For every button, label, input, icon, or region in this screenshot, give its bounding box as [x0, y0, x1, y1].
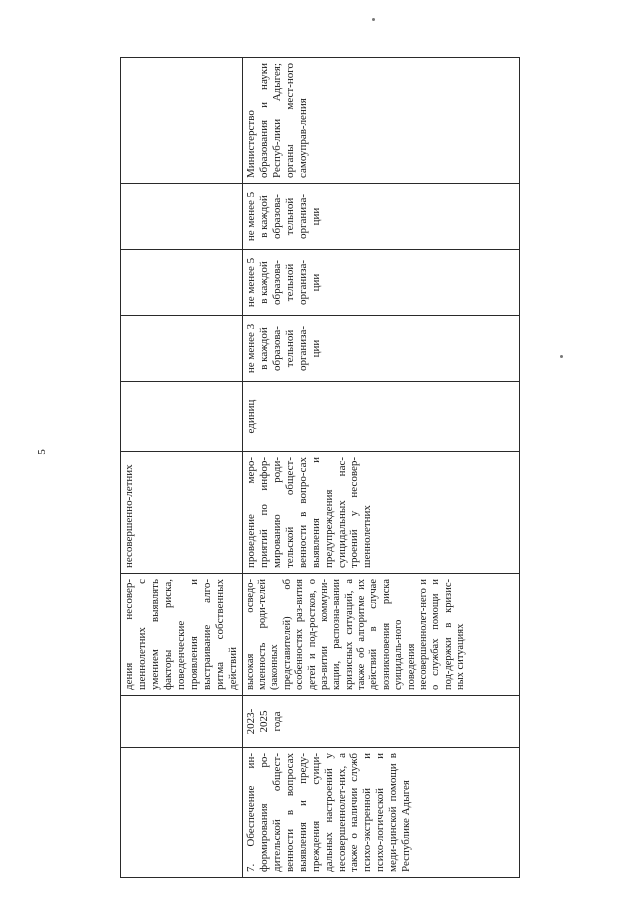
prev-2023-cell — [121, 316, 243, 382]
measure-cell: 7. Обеспечение ин-формирования ро-дительской общест-венности в вопросах выявления и преду-преждения суици-дальных настроений у несовершеннолет-них, а также о наличии служб психо-экстренной и психо-логической и меди-цинской помощи в Республике Адыгея — [242, 748, 519, 878]
prev-executor-cell — [121, 58, 243, 184]
value-2024-cell: не менее 5 в каждой образова-тельной организа-ции — [242, 250, 519, 316]
prev-2025-cell — [121, 184, 243, 250]
scan-speck — [560, 355, 563, 358]
prev-result-cell: дения несовер-шеннолетних с умением выявлять факторы риска, поведенческие проявления и выстраивание алго-ритма собственных действий — [121, 574, 243, 696]
result-cell: высокая осведо-мленность роди-телей (законных представителей) об особенностях раз-вития детей и под-ростков, о раз-витии коммуни-кации, распозна-вании кризисных ситуаций, а также об алгоритме их действий в случае возникновения риска суицидаль-ного поведения несовершеннолет-него и о службах помощи и под-держки в кризис-ных ситуациях — [242, 574, 519, 696]
prev-indicator-cell: несовершенно-летних — [121, 452, 243, 574]
value-2023-cell: не менее 3 в каждой образова-тельной организа-ции — [242, 316, 519, 382]
table-row-7 — [242, 58, 519, 878]
rotated-table-container — [120, 58, 520, 878]
scan-speck — [372, 18, 375, 21]
prev-period-cell — [121, 696, 243, 748]
measures-table — [120, 57, 520, 878]
unit-cell: единиц — [242, 382, 519, 452]
prev-unit-cell — [121, 382, 243, 452]
indicator-cell: проведение меро-приятий по инфор-мированию роди-тельской общест-венности в вопро-сах выявления и предупреждения суицидальных нас-троений у несовер-шеннолетних — [242, 452, 519, 574]
prev-measure-cell — [121, 748, 243, 878]
prev-2024-cell — [121, 250, 243, 316]
executor-cell: Министерство образования и науки Респуб-лики Адыгея; органы мест-ного самоуправ-ления — [242, 58, 519, 184]
value-2025-cell: не менее 5 в каждой образова-тельной организа-ции — [242, 184, 519, 250]
table-row-previous — [121, 58, 243, 878]
page-number: 5 — [36, 449, 48, 455]
period-cell: 2023-2025 года — [242, 696, 519, 748]
